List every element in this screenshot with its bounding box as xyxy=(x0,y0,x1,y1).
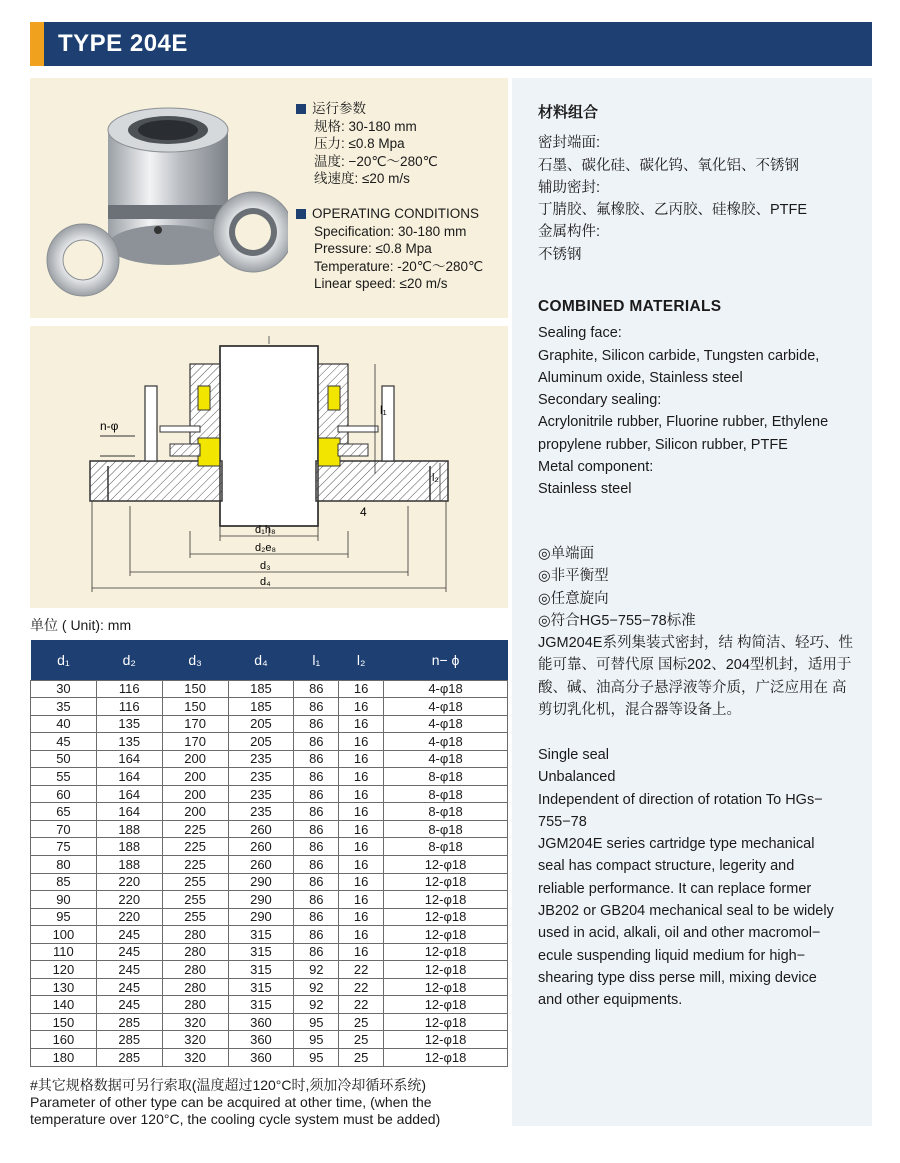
table-cell: 16 xyxy=(339,785,384,803)
table-cell: 86 xyxy=(294,908,339,926)
table-cell: 65 xyxy=(31,803,97,821)
table-cell: 12-φ18 xyxy=(384,1031,508,1049)
table-cell: 160 xyxy=(31,1031,97,1049)
table-cell: 245 xyxy=(96,943,162,961)
table-cell: 220 xyxy=(96,908,162,926)
column-header: l₁ xyxy=(294,640,339,680)
table-cell: 315 xyxy=(228,978,294,996)
table-cell: 220 xyxy=(96,891,162,909)
table-cell: 360 xyxy=(228,1013,294,1031)
table-cell: 280 xyxy=(162,943,228,961)
features-cn: ◎单端面 ◎非平衡型 ◎任意旋向 ◎符合HG5−755−78标准 JGM204E系列集装式密封，结 构简洁、轻巧、性 能可靠、可替代原 国标202、204型机封，适用于 酸、碱、油高分子悬浮液等介质，广泛应用在 高 剪切乳化机，混合器等设备上。 xyxy=(538,546,853,719)
table-cell: 200 xyxy=(162,785,228,803)
label-n-phi: n-φ xyxy=(100,419,119,433)
table-cell: 86 xyxy=(294,698,339,716)
table-cell: 245 xyxy=(96,978,162,996)
table-cell: 50 xyxy=(31,750,97,768)
footnote: #其它规格数据可另行索取(温度超过120°C时,须加冷却循环系统) Parameter of other type can be acquired at other time, (when the temperature over 120°C, the cooling cycle system must be added) xyxy=(30,1077,441,1127)
table-cell: 12-φ18 xyxy=(384,891,508,909)
table-cell: 225 xyxy=(162,820,228,838)
table-row xyxy=(31,785,508,803)
table-cell: 92 xyxy=(294,961,339,979)
table-cell: 285 xyxy=(96,1013,162,1031)
table-cell: 280 xyxy=(162,978,228,996)
table-cell: 86 xyxy=(294,785,339,803)
table-row xyxy=(31,943,508,961)
table-row xyxy=(31,733,508,751)
table-cell: 235 xyxy=(228,803,294,821)
table-cell: 86 xyxy=(294,715,339,733)
table-cell: 86 xyxy=(294,855,339,873)
table-cell: 4-φ18 xyxy=(384,715,508,733)
table-cell: 16 xyxy=(339,750,384,768)
table-cell: 130 xyxy=(31,978,97,996)
label-d2: d₂e₈ xyxy=(255,542,277,554)
table-cell: 35 xyxy=(31,698,97,716)
table-cell: 12-φ18 xyxy=(384,855,508,873)
label-l2: l₂ xyxy=(432,472,439,484)
table-cell: 16 xyxy=(339,943,384,961)
table-cell: 95 xyxy=(31,908,97,926)
table-cell: 205 xyxy=(228,715,294,733)
table-cell: 86 xyxy=(294,943,339,961)
table-cell: 86 xyxy=(294,733,339,751)
table-cell: 290 xyxy=(228,873,294,891)
column-header: n− ϕ xyxy=(384,640,508,680)
page-title: TYPE 204E xyxy=(58,30,188,57)
table-cell: 16 xyxy=(339,926,384,944)
table-cell: 188 xyxy=(96,820,162,838)
table-cell: 164 xyxy=(96,785,162,803)
table-cell: 200 xyxy=(162,803,228,821)
table-cell: 320 xyxy=(162,1048,228,1066)
table-cell: 12-φ18 xyxy=(384,943,508,961)
table-cell: 225 xyxy=(162,838,228,856)
table-cell: 360 xyxy=(228,1031,294,1049)
table-row xyxy=(31,698,508,716)
table-cell: 280 xyxy=(162,961,228,979)
table-cell: 86 xyxy=(294,803,339,821)
table-cell: 245 xyxy=(96,926,162,944)
table-row xyxy=(31,961,508,979)
technical-drawing xyxy=(30,326,508,608)
header-accent xyxy=(30,22,44,66)
table-cell: 4-φ18 xyxy=(384,680,508,698)
table-cell: 12-φ18 xyxy=(384,978,508,996)
table-cell: 164 xyxy=(96,750,162,768)
table-cell: 22 xyxy=(339,978,384,996)
table-cell: 90 xyxy=(31,891,97,909)
table-cell: 4-φ18 xyxy=(384,750,508,768)
table-cell: 86 xyxy=(294,680,339,698)
table-cell: 95 xyxy=(294,1048,339,1066)
table-cell: 16 xyxy=(339,838,384,856)
table-cell: 12-φ18 xyxy=(384,996,508,1014)
table-header-row xyxy=(31,640,508,680)
table-cell: 86 xyxy=(294,820,339,838)
table-cell: 290 xyxy=(228,908,294,926)
table-cell: 75 xyxy=(31,838,97,856)
table-cell: 8-φ18 xyxy=(384,820,508,838)
table-cell: 12-φ18 xyxy=(384,926,508,944)
table-cell: 185 xyxy=(228,680,294,698)
table-cell: 110 xyxy=(31,943,97,961)
table-cell: 86 xyxy=(294,768,339,786)
table-row xyxy=(31,1013,508,1031)
table-cell: 16 xyxy=(339,803,384,821)
label-l1: l₁ xyxy=(380,403,387,417)
table-cell: 86 xyxy=(294,873,339,891)
table-row xyxy=(31,996,508,1014)
table-cell: 320 xyxy=(162,1013,228,1031)
table-row xyxy=(31,873,508,891)
table-cell: 280 xyxy=(162,996,228,1014)
column-header: d₂ xyxy=(96,640,162,680)
table-row xyxy=(31,1048,508,1066)
table-cell: 245 xyxy=(96,961,162,979)
seal-product-photo xyxy=(38,90,288,300)
table-cell: 280 xyxy=(162,926,228,944)
table-row xyxy=(31,750,508,768)
table-cell: 8-φ18 xyxy=(384,785,508,803)
table-cell: 16 xyxy=(339,908,384,926)
table-cell: 116 xyxy=(96,680,162,698)
table-row xyxy=(31,820,508,838)
table-cell: 8-φ18 xyxy=(384,838,508,856)
operating-conditions-en: OPERATING CONDITIONS Specification: 30-180 mm Pressure: ≤0.8 Mpa Temperature: -20℃～280℃ Linear speed: ≤20 m/s xyxy=(296,205,506,293)
table-cell: 30 xyxy=(31,680,97,698)
table-cell: 235 xyxy=(228,785,294,803)
table-cell: 320 xyxy=(162,1031,228,1049)
table-cell: 12-φ18 xyxy=(384,908,508,926)
table-row xyxy=(31,715,508,733)
description-en: Single seal Unbalanced Independent of direction of rotation To HGs− 755−78 JGM204E series cartridge type mechanical seal has compact structure, legerity and reliable performance. It can replace former JB202 or GB204 mechanical seal to be widely used in acid, alkali, oil and other macromol− ecule suspending liquid medium for high− shearing type diss perse mill, mixing device and other equipments. xyxy=(538,747,834,1009)
table-cell: 200 xyxy=(162,750,228,768)
table-cell: 25 xyxy=(339,1013,384,1031)
table-cell: 60 xyxy=(31,785,97,803)
table-cell: 12-φ18 xyxy=(384,961,508,979)
table-cell: 12-φ18 xyxy=(384,1013,508,1031)
table-cell: 360 xyxy=(228,1048,294,1066)
table-row xyxy=(31,978,508,996)
column-header: d₁ xyxy=(31,640,97,680)
table-cell: 164 xyxy=(96,768,162,786)
table-cell: 16 xyxy=(339,680,384,698)
table-cell: 22 xyxy=(339,961,384,979)
table-cell: 12-φ18 xyxy=(384,1048,508,1066)
table-cell: 25 xyxy=(339,1048,384,1066)
table-cell: 255 xyxy=(162,908,228,926)
table-cell: 22 xyxy=(339,996,384,1014)
table-cell: 25 xyxy=(339,1031,384,1049)
section-heading: 材料组合 xyxy=(538,104,599,121)
table-cell: 16 xyxy=(339,698,384,716)
table-cell: 260 xyxy=(228,820,294,838)
table-cell: 40 xyxy=(31,715,97,733)
table-row xyxy=(31,855,508,873)
table-cell: 8-φ18 xyxy=(384,803,508,821)
table-cell: 170 xyxy=(162,715,228,733)
table-cell: 8-φ18 xyxy=(384,768,508,786)
table-cell: 100 xyxy=(31,926,97,944)
table-cell: 86 xyxy=(294,926,339,944)
table-cell: 225 xyxy=(162,855,228,873)
table-row xyxy=(31,680,508,698)
table-cell: 315 xyxy=(228,961,294,979)
table-cell: 16 xyxy=(339,855,384,873)
table-cell: 120 xyxy=(31,961,97,979)
table-cell: 290 xyxy=(228,891,294,909)
table-cell: 315 xyxy=(228,926,294,944)
square-bullet-icon xyxy=(296,209,306,219)
table-cell: 80 xyxy=(31,855,97,873)
label-four: 4 xyxy=(360,505,367,519)
table-cell: 235 xyxy=(228,768,294,786)
table-cell: 86 xyxy=(294,750,339,768)
table-cell: 95 xyxy=(294,1013,339,1031)
table-row xyxy=(31,768,508,786)
table-cell: 245 xyxy=(96,996,162,1014)
operating-conditions-cn: 运行参数 规格: 30-180 mm 压力: ≤0.8 Mpa 温度: −20℃～280℃ 线速度: ≤20 m/s xyxy=(296,100,506,188)
table-cell: 255 xyxy=(162,891,228,909)
table-cell: 235 xyxy=(228,750,294,768)
table-cell: 86 xyxy=(294,891,339,909)
table-cell: 170 xyxy=(162,733,228,751)
table-row xyxy=(31,926,508,944)
table-cell: 180 xyxy=(31,1048,97,1066)
table-cell: 220 xyxy=(96,873,162,891)
table-cell: 86 xyxy=(294,838,339,856)
table-cell: 16 xyxy=(339,768,384,786)
table-cell: 285 xyxy=(96,1048,162,1066)
table-row xyxy=(31,908,508,926)
table-cell: 150 xyxy=(162,680,228,698)
table-cell: 92 xyxy=(294,978,339,996)
materials-en: COMBINED MATERIALS Sealing face: Graphite, Silicon carbide, Tungsten carbide, Aluminum oxide, Stainless steel Secondary sealing: Acrylonitrile rubber, Fluorine rubber, Ethylene propylene rubber, Silicon rubber, PTFE Metal component: Stainless steel xyxy=(538,296,868,501)
table-cell: 315 xyxy=(228,996,294,1014)
table-cell: 260 xyxy=(228,855,294,873)
square-bullet-icon xyxy=(296,104,306,114)
table-cell: 185 xyxy=(228,698,294,716)
unit-label: 单位 ( Unit): mm xyxy=(30,617,132,633)
table-cell: 95 xyxy=(294,1031,339,1049)
table-cell: 188 xyxy=(96,855,162,873)
table-cell: 315 xyxy=(228,943,294,961)
table-cell: 200 xyxy=(162,768,228,786)
label-d4: d₄ xyxy=(260,576,271,588)
table-cell: 45 xyxy=(31,733,97,751)
table-cell: 140 xyxy=(31,996,97,1014)
table-cell: 4-φ18 xyxy=(384,733,508,751)
table-cell: 164 xyxy=(96,803,162,821)
column-header: d₃ xyxy=(162,640,228,680)
table-cell: 150 xyxy=(31,1013,97,1031)
table-cell: 16 xyxy=(339,820,384,838)
table-cell: 205 xyxy=(228,733,294,751)
table-row xyxy=(31,1031,508,1049)
table-cell: 16 xyxy=(339,873,384,891)
table-cell: 135 xyxy=(96,715,162,733)
table-cell: 16 xyxy=(339,733,384,751)
table-cell: 85 xyxy=(31,873,97,891)
table-cell: 12-φ18 xyxy=(384,873,508,891)
column-header: l₂ xyxy=(339,640,384,680)
table-cell: 285 xyxy=(96,1031,162,1049)
column-header: d₄ xyxy=(228,640,294,680)
table-cell: 188 xyxy=(96,838,162,856)
section-heading: COMBINED MATERIALS xyxy=(538,298,722,315)
table-cell: 150 xyxy=(162,698,228,716)
specification-table xyxy=(30,640,508,1067)
table-cell: 55 xyxy=(31,768,97,786)
table-cell: 260 xyxy=(228,838,294,856)
table-cell: 135 xyxy=(96,733,162,751)
table-cell: 16 xyxy=(339,891,384,909)
label-d3: d₃ xyxy=(260,560,271,572)
table-cell: 16 xyxy=(339,715,384,733)
table-row xyxy=(31,838,508,856)
table-cell: 92 xyxy=(294,996,339,1014)
table-cell: 4-φ18 xyxy=(384,698,508,716)
table-row xyxy=(31,803,508,821)
table-row xyxy=(31,891,508,909)
table-cell: 116 xyxy=(96,698,162,716)
table-cell: 70 xyxy=(31,820,97,838)
label-d1: d₁h₈ xyxy=(255,524,276,536)
materials-cn: 材料组合 密封端面: 石墨、碳化硅、碳化钨、氧化铝、不锈钢 辅助密封: 丁腈胶、氟橡胶、乙丙胶、硅橡胶、PTFE 金属构件: 不锈钢 xyxy=(538,102,868,266)
table-cell: 255 xyxy=(162,873,228,891)
